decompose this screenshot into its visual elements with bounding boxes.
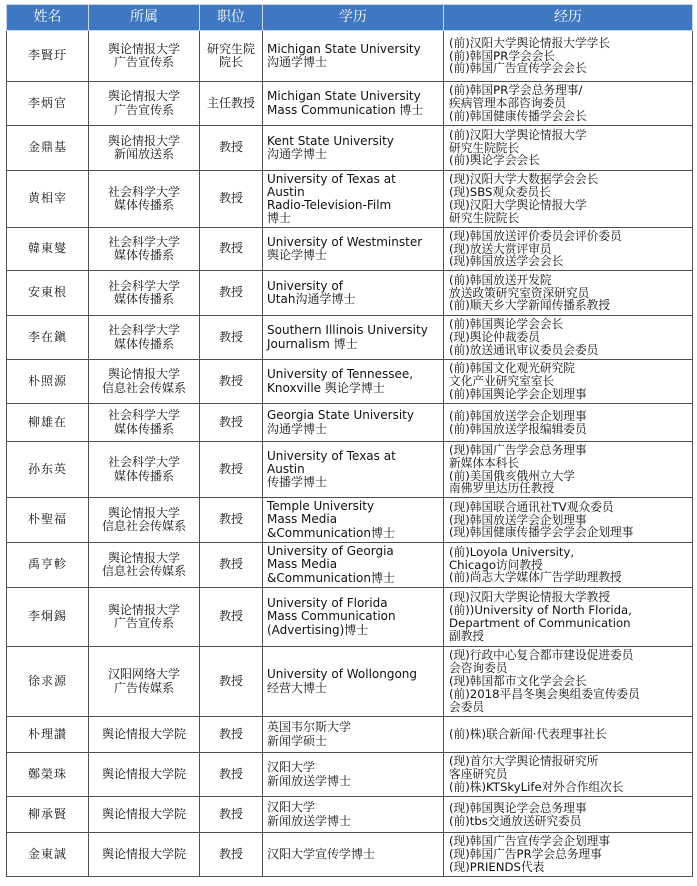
position-cell: 教授 xyxy=(200,360,263,404)
affiliation-cell: 社会科学大学 媒体传播系 xyxy=(89,271,200,316)
education-cell: Southern Illinois University Journalism 博士 xyxy=(263,316,444,360)
name-cell: 徐求源 xyxy=(7,647,89,717)
affiliation-cell: 舆论情报大学 新闻放送系 xyxy=(89,126,200,171)
table-row xyxy=(7,82,693,126)
table-row xyxy=(7,404,693,442)
position-cell: 教授 xyxy=(200,647,263,717)
name-cell: 柳承賢 xyxy=(7,797,89,833)
position-cell: 教授 xyxy=(200,717,263,753)
table-row xyxy=(7,126,693,171)
name-cell: 韓東燮 xyxy=(7,228,89,271)
header-experience: 经历 xyxy=(444,5,693,31)
table-row xyxy=(7,588,693,647)
education-cell: University of Wollongong 经营大博士 xyxy=(263,647,444,717)
experience-cell: (现)首尔大学舆论情报研究所 客座研究员 (前)株)KTSkyLife对外合作组次长 xyxy=(444,753,693,797)
position-cell: 教授 xyxy=(200,588,263,647)
education-cell: 汉阳大学 新闻放送学博士 xyxy=(263,753,444,797)
name-cell: 孙东英 xyxy=(7,442,89,498)
experience-cell: (现)汉阳大学舆论情报大学教授 (前))University of North Florida, Department of Communication 副教授 xyxy=(444,588,693,647)
education-cell: Kent State University 沟通学博士 xyxy=(263,126,444,171)
table-row xyxy=(7,833,693,877)
name-cell: 李炳官 xyxy=(7,82,89,126)
header-row xyxy=(7,5,693,31)
education-cell: 汉阳大学宣传学博士 xyxy=(263,833,444,877)
education-cell: University of Florida Mass Communication (Advertising)博士 xyxy=(263,588,444,647)
table-row xyxy=(7,31,693,82)
name-cell: 李賢玗 xyxy=(7,31,89,82)
name-cell: 鄭榮珠 xyxy=(7,753,89,797)
header-education: 学历 xyxy=(263,5,444,31)
affiliation-cell: 社会科学大学 媒体传播系 xyxy=(89,228,200,271)
affiliation-cell: 舆论情报大学院 xyxy=(89,753,200,797)
experience-cell: (现)韩国放送评价委员会评价委员 (现)放送大赏评审员 (现)韩国放送学会会长 xyxy=(444,228,693,271)
table-row xyxy=(7,717,693,753)
education-cell: Georgia State University 沟通学博士 xyxy=(263,404,444,442)
affiliation-cell: 舆论情报大学 广告宣传系 xyxy=(89,588,200,647)
affiliation-cell: 舆论情报大学 广告宣传系 xyxy=(89,82,200,126)
affiliation-cell: 舆论情报大学 信息社会传媒系 xyxy=(89,543,200,588)
table-row xyxy=(7,171,693,228)
experience-cell: (现)行政中心复合都市建设促进委员 会咨询委员 (现)韩国都市文化学会会长 (前)2018平昌冬奥会奥组委宣传委员 会委员 xyxy=(444,647,693,717)
education-cell: University of Tennessee, Knoxville 舆论学博士 xyxy=(263,360,444,404)
name-cell: 李炯錫 xyxy=(7,588,89,647)
name-cell: 安東根 xyxy=(7,271,89,316)
position-cell: 教授 xyxy=(200,271,263,316)
name-cell: 金東誠 xyxy=(7,833,89,877)
header-name: 姓名 xyxy=(7,5,89,31)
education-cell: Temple University Mass Media &Communication博士 xyxy=(263,498,444,543)
position-cell: 教授 xyxy=(200,797,263,833)
name-cell: 李在鎭 xyxy=(7,316,89,360)
table-row xyxy=(7,360,693,404)
affiliation-cell: 舆论情报大学 广告宣传系 xyxy=(89,31,200,82)
name-cell: 禹亨軫 xyxy=(7,543,89,588)
position-cell: 教授 xyxy=(200,404,263,442)
experience-cell: (前)韩国舆论学会会长 (现)舆论仲裁委员 (前)放送通讯审议委员会委员 xyxy=(444,316,693,360)
position-cell: 教授 xyxy=(200,543,263,588)
position-cell: 教授 xyxy=(200,316,263,360)
experience-cell: (前)汉阳大学舆论情报大学学长 (前)韩国PR学会会长 (前)韩国广告宣传学会会长 xyxy=(444,31,693,82)
affiliation-cell: 社会科学大学 媒体传播系 xyxy=(89,404,200,442)
education-cell: Michigan State University 沟通学博士 xyxy=(263,31,444,82)
experience-cell: (现)汉阳大学大数据学会会长 (现)SBS观众委员长 (现)汉阳大学舆论情报大学 研究生院院长 xyxy=(444,171,693,228)
affiliation-cell: 舆论情报大学院 xyxy=(89,833,200,877)
name-cell: 朴聖福 xyxy=(7,498,89,543)
position-cell: 研究生院 院长 xyxy=(200,31,263,82)
name-cell: 黄相宰 xyxy=(7,171,89,228)
affiliation-cell: 社会科学大学 媒体传播系 xyxy=(89,171,200,228)
name-cell: 朴理讃 xyxy=(7,717,89,753)
education-cell: 汉阳大学 新闻放送学博士 xyxy=(263,797,444,833)
affiliation-cell: 舆论情报大学院 xyxy=(89,717,200,753)
position-cell: 教授 xyxy=(200,442,263,498)
position-cell: 主任教授 xyxy=(200,82,263,126)
experience-cell: (前)Loyola University, Chicago访问教授 (前)尚志大学媒体广告学助理教授 xyxy=(444,543,693,588)
position-cell: 教授 xyxy=(200,498,263,543)
table-row xyxy=(7,498,693,543)
name-cell: 柳雄在 xyxy=(7,404,89,442)
table-row xyxy=(7,543,693,588)
table-row xyxy=(7,753,693,797)
experience-cell: (现)韩国广告学会总务理事 新媒体本科长 (前)美国俄亥俄州立大学 南佛罗里达历任教授 xyxy=(444,442,693,498)
education-cell: University of Utah沟通学博士 xyxy=(263,271,444,316)
name-cell: 金鼎基 xyxy=(7,126,89,171)
table-row xyxy=(7,442,693,498)
position-cell: 教授 xyxy=(200,171,263,228)
header-position: 职位 xyxy=(200,5,263,31)
experience-cell: (前)株)联合新闻·代表理事社长 xyxy=(444,717,693,753)
table-row xyxy=(7,228,693,271)
header-affiliation: 所属 xyxy=(89,5,200,31)
education-cell: 英国韦尔斯大学 新闻学硕士 xyxy=(263,717,444,753)
affiliation-cell: 舆论情报大学 信息社会传媒系 xyxy=(89,498,200,543)
experience-cell: (前)韩国文化观光研究院 文化产业研究室室长 (前)韩国舆论学会企划理事 xyxy=(444,360,693,404)
position-cell: 教授 xyxy=(200,833,263,877)
experience-cell: (前)韩国放送开发院 放送政策研究室资深研究员 (前)顺天乡大学新闻传播系教授 xyxy=(444,271,693,316)
table-row xyxy=(7,316,693,360)
experience-cell: (前)韩国放送学会企划理事 (前)韩国放送学报编辑委员 xyxy=(444,404,693,442)
name-cell: 朴照源 xyxy=(7,360,89,404)
position-cell: 教授 xyxy=(200,753,263,797)
faculty-table xyxy=(6,4,693,877)
education-cell: University of Georgia Mass Media &Communication博士 xyxy=(263,543,444,588)
position-cell: 教授 xyxy=(200,126,263,171)
experience-cell: (前)韩国PR学会总务理事/ 疾病管理本部咨询委员 (前)韩国健康传播学会会长 xyxy=(444,82,693,126)
experience-cell: (前)汉阳大学舆论情报大学 研究生院院长 (前)舆论学会会长 xyxy=(444,126,693,171)
experience-cell: (现)韩国舆论学会总务理事 (前)tbs交通放送研究委员 xyxy=(444,797,693,833)
affiliation-cell: 社会科学大学 媒体传播系 xyxy=(89,316,200,360)
table-row xyxy=(7,797,693,833)
affiliation-cell: 舆论情报大学 信息社会传媒系 xyxy=(89,360,200,404)
education-cell: University of Texas at Austin 传播学博士 xyxy=(263,442,444,498)
education-cell: University of Westminster 舆论学博士 xyxy=(263,228,444,271)
affiliation-cell: 社会科学大学 媒体传播系 xyxy=(89,442,200,498)
affiliation-cell: 汉阳网络大学 广告传媒系 xyxy=(89,647,200,717)
experience-cell: (现)韩国广告宣传学会企划理事 (现)韩国广告PR学会总务理事 (现)PRIENDS代表 xyxy=(444,833,693,877)
education-cell: University of Texas at Austin Radio-Television-Film 博士 xyxy=(263,171,444,228)
education-cell: Michigan State University Mass Communication 博士 xyxy=(263,82,444,126)
table-row xyxy=(7,271,693,316)
table-row xyxy=(7,647,693,717)
position-cell: 教授 xyxy=(200,228,263,271)
affiliation-cell: 舆论情报大学院 xyxy=(89,797,200,833)
experience-cell: (现)韩国联合通讯社TV观众委员 (现)韩国放送学会企划理事 (现)韩国健康传播学会学会企划理事 xyxy=(444,498,693,543)
